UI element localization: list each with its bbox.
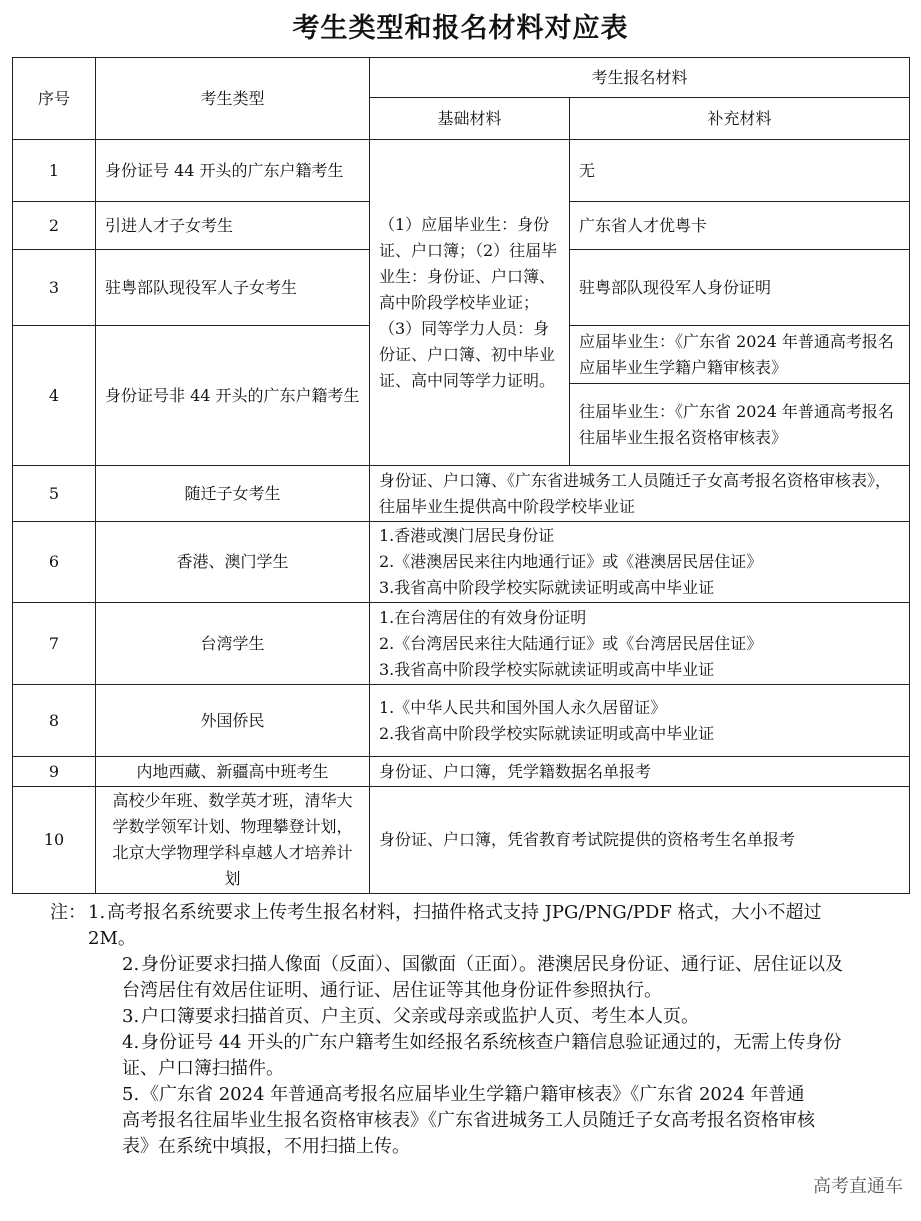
material-line: 2.《港澳居民来往内地通行证》或《港澳居民居住证》	[379, 552, 763, 571]
row-type: 内地西藏、新疆高中班考生	[96, 757, 370, 787]
table-row	[13, 466, 910, 522]
row-materials: 身份证、户口簿、《广东省进城务工人员随迁子女高考报名资格审核表》，往届毕业生提供高中阶段学校毕业证	[370, 466, 910, 522]
row-type: 外国侨民	[96, 685, 370, 757]
page-title: 考生类型和报名材料对应表	[292, 13, 629, 44]
header-seq: 序号	[13, 58, 96, 140]
note-item	[88, 952, 858, 1004]
note-text: 高考报名系统要求上传考生报名材料，扫描件格式支持 JPG/PNG/PDF 格式，大小不超过 2M。	[88, 902, 822, 949]
table-row	[13, 757, 910, 787]
materials-table	[12, 57, 910, 894]
header-basic: 基础材料	[370, 98, 570, 140]
material-line: 2.《台湾居民来往大陆通行证》或《台湾居民居住证》	[379, 633, 763, 653]
row-seq: 9	[13, 757, 96, 787]
row-type: 身份证号 44 开头的广东户籍考生	[96, 140, 370, 202]
notes-prefix: 注：	[50, 902, 86, 923]
material-line: 3.我省高中阶段学校实际就读证明或高中毕业证	[379, 659, 715, 679]
row-seq: 8	[13, 685, 96, 757]
watermark-text: 高考直通车	[813, 1176, 903, 1197]
row-supplement: 驻粤部队现役军人身份证明	[570, 250, 910, 326]
row-materials	[370, 603, 910, 685]
material-line: 2.我省高中阶段学校实际就读证明或高中毕业证	[379, 723, 715, 743]
table-row	[13, 522, 910, 603]
header-materials: 考生报名材料	[370, 58, 910, 98]
note-number: 1.	[88, 902, 106, 923]
row-seq: 10	[13, 787, 96, 894]
notes-section	[50, 900, 858, 1160]
note-item	[88, 1004, 858, 1030]
row-seq: 3	[13, 250, 96, 326]
row-materials: 身份证、户口簿，凭省教育考试院提供的资格考生名单报考	[370, 787, 910, 894]
basic-materials-shared: （1）应届毕业生：身份证、户口簿；（2）往届毕业生：身份证、户口簿、高中阶段学校毕业证；（3）同等学力人员：身份证、户口簿、初中毕业证、高中同等学力证明。	[370, 140, 570, 466]
row-materials	[370, 685, 910, 757]
row-supplement: 广东省人才优粤卡	[570, 202, 910, 250]
row-supplement-fresh-graduates: 应届毕业生：《广东省 2024 年普通高考报名应届毕业生学籍户籍审核表》	[570, 326, 910, 384]
row-seq: 7	[13, 603, 96, 685]
note-item	[88, 1082, 822, 1160]
note-text: 身份证号 44 开头的广东户籍考生如经报名系统核查户籍信息验证通过的，无需上传身份证、户口簿扫描件。	[122, 1032, 842, 1079]
row-supplement-past-graduates: 往届毕业生：《广东省 2024 年普通高考报名往届毕业生报名资格审核表》	[570, 384, 910, 466]
header-type: 考生类型	[96, 58, 370, 140]
note-number: 5.	[122, 1084, 140, 1105]
row-type: 身份证号非 44 开头的广东户籍考生	[96, 326, 370, 466]
row-materials	[370, 522, 910, 603]
note-number: 2.	[122, 954, 140, 975]
row-type: 引进人才子女考生	[96, 202, 370, 250]
row-seq: 4	[13, 326, 96, 466]
material-line: 1.《中华人民共和国外国人永久居留证》	[379, 697, 667, 717]
row-seq: 5	[13, 466, 96, 522]
material-line: 1.香港或澳门居民身份证	[379, 526, 555, 545]
row-type: 台湾学生	[96, 603, 370, 685]
row-type: 随迁子女考生	[96, 466, 370, 522]
table-row	[13, 140, 910, 202]
header-supplement: 补充材料	[570, 98, 910, 140]
note-text: 户口簿要求扫描首页、户主页、父亲或母亲或监护人页、考生本人页。	[141, 1006, 699, 1027]
row-type: 驻粤部队现役军人子女考生	[96, 250, 370, 326]
note-item	[88, 1030, 858, 1082]
material-line: 1.在台湾居住的有效身份证明	[379, 607, 587, 627]
row-seq: 1	[13, 140, 96, 202]
row-supplement: 无	[570, 140, 910, 202]
row-seq: 2	[13, 202, 96, 250]
table-header-row	[13, 58, 910, 98]
note-text: 《广东省 2024 年普通高考报名应届毕业生学籍户籍审核表》《广东省 2024 年普通高考报名往届毕业生报名资格审核表》《广东省进城务工人员随迁子女高考报名资格审核表》在系统中填报，不用扫描上传。	[122, 1084, 815, 1157]
table-row	[13, 603, 910, 685]
note-number: 4.	[122, 1032, 140, 1053]
row-type: 高校少年班、数学英才班，清华大学数学领军计划、物理攀登计划，北京大学物理学科卓越人才培养计划	[96, 787, 370, 894]
row-seq: 6	[13, 522, 96, 603]
note-item	[88, 900, 858, 952]
note-text: 身份证要求扫描人像面（反面）、国徽面（正面）。港澳居民身份证、通行证、居住证以及台湾居住有效居住证明、通行证、居住证等其他身份证件参照执行。	[122, 954, 843, 1001]
row-materials: 身份证、户口簿，凭学籍数据名单报考	[370, 757, 910, 787]
table-row	[13, 787, 910, 894]
note-number: 3.	[122, 1006, 140, 1027]
material-line: 3.我省高中阶段学校实际就读证明或高中毕业证	[379, 578, 715, 597]
table-row	[13, 685, 910, 757]
row-type: 香港、澳门学生	[96, 522, 370, 603]
